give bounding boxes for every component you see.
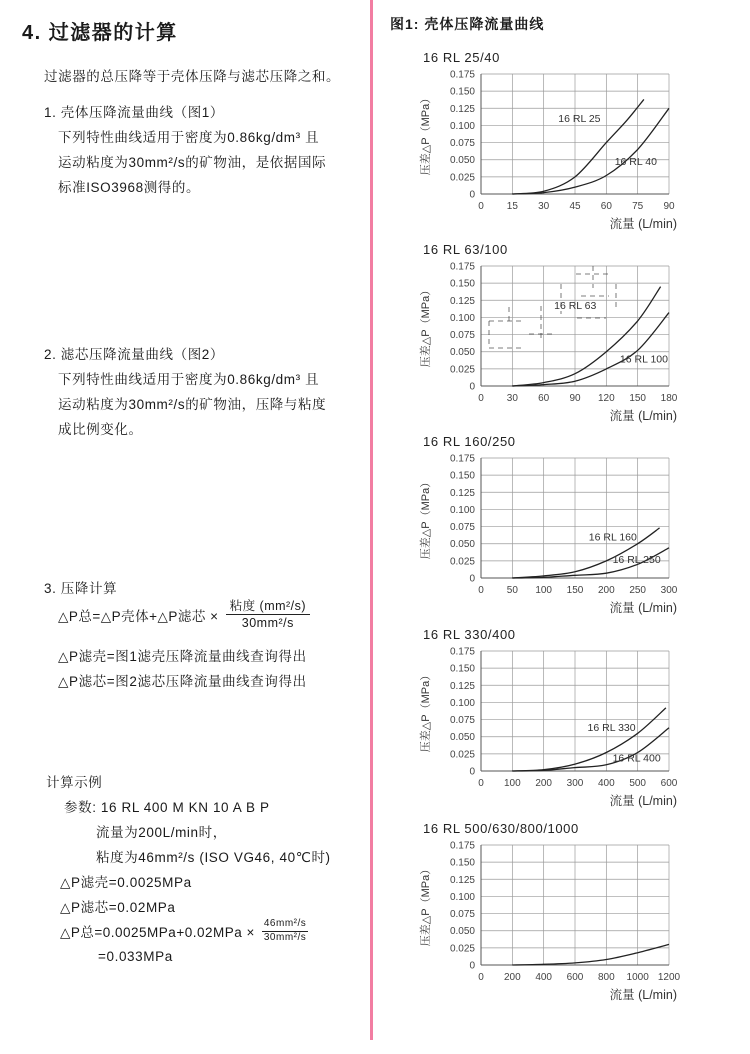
example-total-left: △P总=0.0025MPa+0.02MPa × [60,925,255,940]
svg-text:60: 60 [538,393,550,404]
svg-text:0.025: 0.025 [449,749,475,761]
svg-text:0.125: 0.125 [449,874,475,886]
chart-title: 16 RL 63/100 [423,242,508,257]
example-condition: 流量为200L/min时， [96,825,227,840]
svg-text:180: 180 [660,393,678,404]
svg-text:流量 (L/min): 流量 (L/min) [609,601,677,615]
svg-text:0.125: 0.125 [449,680,475,692]
chart-block-5 [415,821,745,1014]
column-divider [370,0,373,1040]
chart-canvas [415,258,715,430]
svg-text:250: 250 [629,585,647,596]
formula-note: △P滤壳=图1滤壳压降流量曲线查询得出 [58,649,307,664]
svg-text:0.050: 0.050 [449,926,475,938]
svg-text:0.075: 0.075 [449,909,475,921]
svg-text:0.150: 0.150 [449,857,475,869]
chart-block-3 [415,434,745,627]
svg-text:0.175: 0.175 [449,840,475,852]
fraction-numerator: 粘度 (mm²/s) [226,598,311,615]
svg-text:0.100: 0.100 [449,504,475,516]
svg-text:50: 50 [506,585,518,596]
page-title: 4. 过滤器的计算 [22,22,178,44]
pressure-formula [58,598,310,632]
section1-line: 下列特性曲线适用于密度为0.86kg/dm³ 且 [58,130,320,145]
example-param: 参数: 16 RL 400 M KN 10 A B P [64,800,270,815]
example-fraction-numerator: 46mm²/s [262,918,308,932]
chart-title: 16 RL 500/630/800/1000 [423,821,579,836]
svg-text:90: 90 [569,393,581,404]
svg-text:0: 0 [469,960,475,972]
svg-text:15: 15 [506,201,518,212]
example-fraction [262,918,308,944]
svg-text:0: 0 [469,573,475,585]
svg-text:500: 500 [629,778,647,789]
svg-text:200: 200 [503,972,521,983]
svg-text:600: 600 [660,778,678,789]
intro-text: 过滤器的总压降等于壳体压降与滤芯压降之和。 [44,69,341,84]
svg-text:150: 150 [566,585,584,596]
svg-text:0: 0 [478,201,484,212]
section2-line: 下列特性曲线适用于密度为0.86kg/dm³ 且 [58,372,320,387]
svg-text:16 RL 250: 16 RL 250 [612,553,661,566]
svg-text:0: 0 [478,393,484,404]
svg-text:30: 30 [538,201,550,212]
svg-text:0.125: 0.125 [449,487,475,499]
example-condition: 粘度为46mm²/s (ISO VG46, 40℃时) [96,850,331,865]
svg-text:流量 (L/min): 流量 (L/min) [609,794,677,808]
svg-text:600: 600 [566,972,584,983]
svg-text:100: 100 [503,778,521,789]
svg-text:16 RL 330: 16 RL 330 [587,722,636,735]
svg-text:0.125: 0.125 [449,295,475,307]
example-dp-shell: △P滤壳=0.0025MPa [60,875,192,890]
svg-text:0.100: 0.100 [449,697,475,709]
svg-text:压差△P（MPa）: 压差△P（MPa） [420,92,432,176]
svg-text:0.150: 0.150 [449,663,475,675]
svg-text:压差△P（MPa）: 压差△P（MPa） [420,669,432,753]
svg-text:0: 0 [478,585,484,596]
svg-text:0.050: 0.050 [449,155,475,167]
svg-text:0.025: 0.025 [449,172,475,184]
svg-text:16 RL 400: 16 RL 400 [612,752,661,765]
svg-text:流量 (L/min): 流量 (L/min) [609,217,677,231]
svg-text:60: 60 [600,201,612,212]
svg-text:90: 90 [663,201,675,212]
svg-text:400: 400 [597,778,615,789]
svg-text:45: 45 [569,201,581,212]
example-heading: 计算示例 [46,775,103,790]
svg-text:0.025: 0.025 [449,943,475,955]
svg-text:压差△P（MPa）: 压差△P（MPa） [420,863,432,947]
chart-canvas [415,837,715,1009]
svg-text:16 RL 160: 16 RL 160 [588,531,637,544]
chart-block-1 [415,50,745,243]
svg-text:800: 800 [597,972,615,983]
svg-text:30: 30 [506,393,518,404]
svg-text:0.075: 0.075 [449,330,475,342]
svg-text:0.050: 0.050 [449,732,475,744]
svg-text:16 RL 100: 16 RL 100 [619,353,668,366]
section2-heading: 2. 滤芯压降流量曲线（图2） [44,347,225,362]
chart-title: 16 RL 160/250 [423,434,516,449]
chart-block-2 [415,242,745,435]
chart-canvas [415,450,715,622]
formula-fraction [226,598,311,632]
svg-text:0.025: 0.025 [449,556,475,568]
section2-line: 成比例变化。 [58,422,143,437]
svg-text:压差△P（MPa）: 压差△P（MPa） [420,284,432,368]
svg-text:1000: 1000 [626,972,649,983]
example-dp-element: △P滤芯=0.02MPa [60,900,176,915]
chart-canvas [415,66,715,238]
svg-text:16 RL 40: 16 RL 40 [614,156,657,169]
svg-text:0: 0 [469,381,475,393]
svg-text:200: 200 [535,778,553,789]
svg-text:120: 120 [597,393,615,404]
figure1-header: 图1: 壳体压降流量曲线 [390,16,545,32]
svg-text:0.075: 0.075 [449,138,475,150]
svg-text:流量 (L/min): 流量 (L/min) [609,409,677,423]
section3-heading: 3. 压降计算 [44,581,118,596]
svg-text:0: 0 [478,778,484,789]
section3-notes [58,644,307,694]
svg-text:300: 300 [566,778,584,789]
svg-text:0.100: 0.100 [449,120,475,132]
svg-text:400: 400 [535,972,553,983]
svg-text:0.100: 0.100 [449,891,475,903]
svg-text:0.175: 0.175 [449,261,475,273]
svg-text:0.175: 0.175 [449,69,475,81]
example-total-formula [60,918,308,944]
svg-text:1200: 1200 [657,972,681,983]
chart-block-4 [415,627,745,820]
section1-heading: 1. 壳体压降流量曲线（图1） [44,105,225,120]
svg-text:150: 150 [629,393,647,404]
fraction-denominator: 30mm²/s [241,616,294,631]
svg-text:0.175: 0.175 [449,453,475,465]
svg-text:300: 300 [660,585,678,596]
svg-text:0.075: 0.075 [449,522,475,534]
chart-title: 16 RL 25/40 [423,50,500,65]
svg-text:0.075: 0.075 [449,715,475,727]
svg-text:16 RL 63: 16 RL 63 [554,300,597,313]
svg-text:0.175: 0.175 [449,646,475,658]
svg-text:0.025: 0.025 [449,364,475,376]
example-fraction-denominator: 30mm²/s [263,931,307,943]
svg-text:0.125: 0.125 [449,103,475,115]
svg-text:0.150: 0.150 [449,470,475,482]
svg-text:0.150: 0.150 [449,86,475,98]
svg-text:0.050: 0.050 [449,347,475,359]
svg-text:0: 0 [478,972,484,983]
section1-line: 运动粘度为30mm²/s的矿物油，是依据国际 [58,155,327,170]
section1-body [58,125,326,200]
formula-note: △P滤芯=图2滤芯压降流量曲线查询得出 [58,674,307,689]
section2-body [58,367,326,442]
svg-text:0.150: 0.150 [449,278,475,290]
svg-text:16 RL 25: 16 RL 25 [558,113,601,125]
formula-left: △P总=△P壳体+△P滤芯 × [58,608,219,624]
svg-text:0: 0 [469,766,475,778]
svg-text:200: 200 [597,585,615,596]
section1-line: 标准ISO3968测得的。 [58,180,201,195]
section2-line: 运动粘度为30mm²/s的矿物油，压降与粘度 [58,397,327,412]
svg-text:75: 75 [632,201,644,212]
svg-text:0: 0 [469,189,475,201]
chart-title: 16 RL 330/400 [423,627,516,642]
chart-canvas [415,643,715,815]
svg-text:0.050: 0.050 [449,539,475,551]
svg-text:流量 (L/min): 流量 (L/min) [609,988,677,1002]
svg-text:压差△P（MPa）: 压差△P（MPa） [420,476,432,560]
example-total-result: =0.033MPa [98,949,173,964]
svg-text:0.100: 0.100 [449,312,475,324]
svg-text:100: 100 [535,585,553,596]
